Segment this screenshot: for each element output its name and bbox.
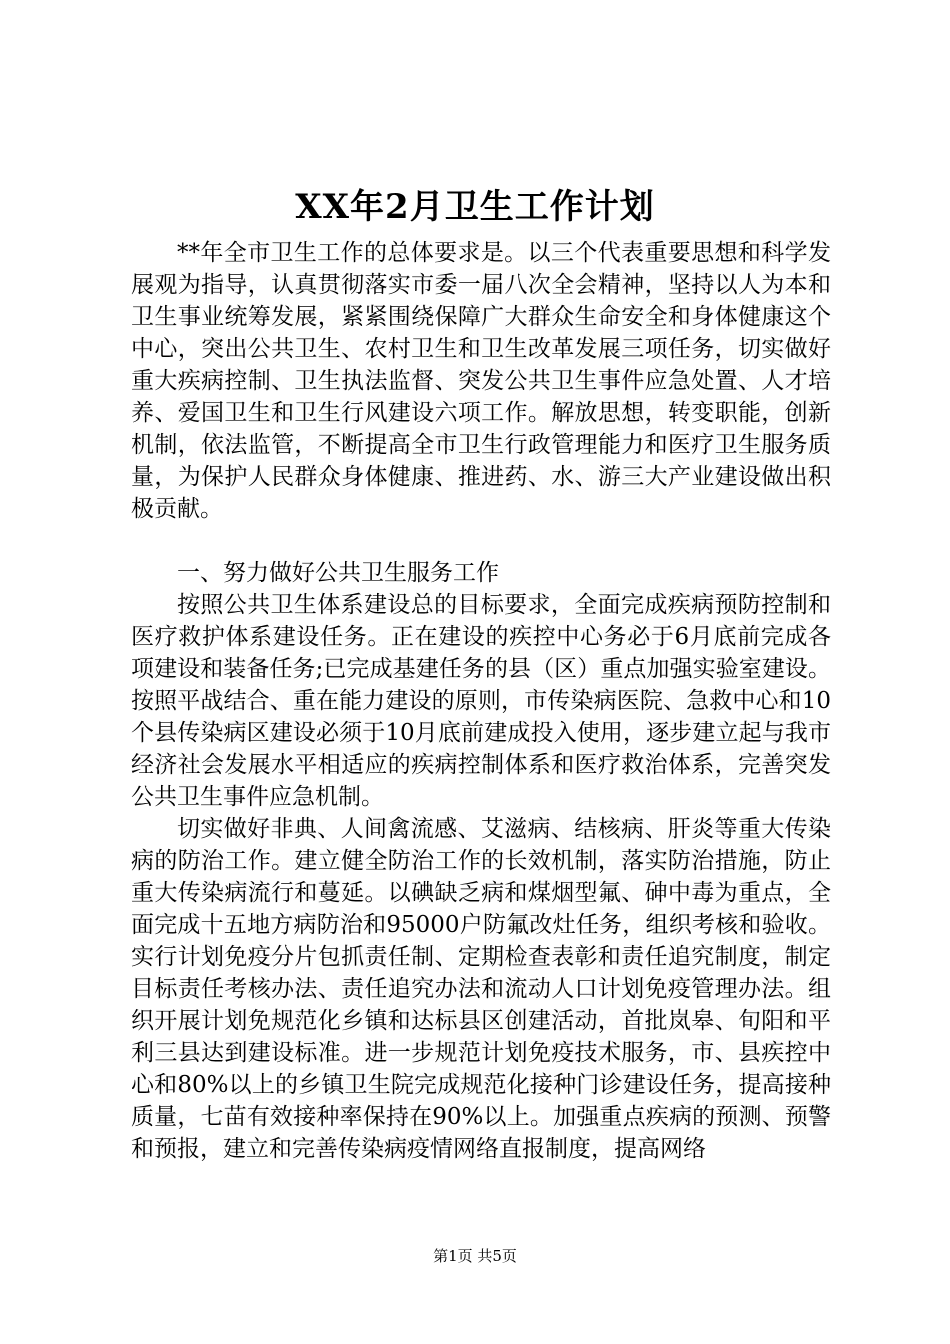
body-paragraph: 切实做好非典、人间禽流感、艾滋病、结核病、肝炎等重大传染病的防治工作。建立健全防治工作的长效机制，落实防治措施，防止重大传染病流行和蔓延。以碘缺乏病和煤烟型氟、砷中毒为重点，全面完成十五地方病防治和95000户防氟改灶任务，组织考核和验收。实行计划免疫分片包抓责任制、定期检查表彰和责任追究制度，制定目标责任考核办法、责任追究办法和流动人口计划免疫管理办法。组织开展计划免规范化乡镇和达标县区创建活动，首批岚皋、旬阳和平利三县达到建设标准。进一步规范计划免疫技术服务，市、县疾控中心和80%以上的乡镇卫生院完成规范化接种门诊建设任务，提高接种质量，七苗有效接种率保持在90%以上。加强重点疾病的预测、预警和预报，建立和完善传染病疫情网络直报制度，提高网络: [131, 816, 831, 1162]
paragraph-spacer: [131, 525, 831, 557]
section-heading: 一、努力做好公共卫生服务工作: [177, 560, 499, 586]
page-footer: 第1页 共5页: [433, 1247, 517, 1265]
document-body: [131, 237, 831, 1165]
document-title: XX年2月卫生工作计划: [295, 187, 655, 227]
body-paragraph: 按照公共卫生体系建设总的目标要求，全面完成疾病预防控制和医疗救护体系建设任务。正在建设的疾控中心务必于6月底前完成各项建设和装备任务;已完成基建任务的县（区）重点加强实验室建设。按照平战结合、重在能力建设的原则，市传染病医院、急救中心和10个县传染病区建设必须于10月底前建成投入使用，逐步建立起与我市经济社会发展水平相适应的疾病控制体系和医疗救治体系，完善突发公共卫生事件应急机制。: [131, 592, 831, 810]
intro-paragraph: **年全市卫生工作的总体要求是。以三个代表重要思想和科学发展观为指导，认真贯彻落实市委一届八次全会精神，坚持以人为本和卫生事业统筹发展，紧紧围绕保障广大群众生命安全和身体健康这个中心，突出公共卫生、农村卫生和卫生改革发展三项任务，切实做好重大疾病控制、卫生执法监督、突发公共卫生事件应急处置、人才培养、爱国卫生和卫生行风建设六项工作。解放思想，转变职能，创新机制，依法监管，不断提高全市卫生行政管理能力和医疗卫生服务质量，为保护人民群众身体健康、推进药、水、游三大产业建设做出积极贡献。: [131, 240, 831, 522]
